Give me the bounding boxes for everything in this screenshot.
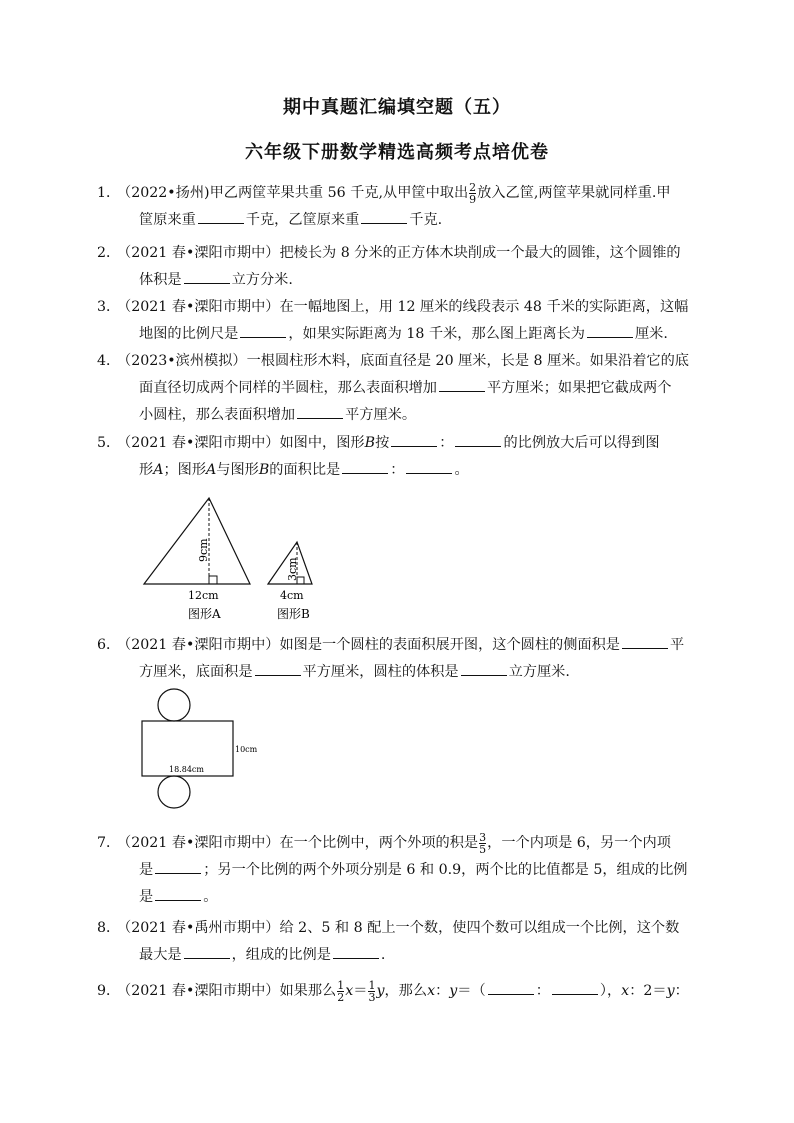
fraction: $\frac{1}{3}$ [368,978,376,1004]
answer-blank[interactable] [184,269,230,284]
triangle-b-height: 3cm [286,557,299,581]
answer-blank[interactable] [255,661,301,676]
bottom-base-circle [158,776,190,808]
triangle-a [144,498,250,621]
answer-blank[interactable] [297,404,343,419]
answer-blank[interactable] [391,432,437,447]
question-number: 5． [97,435,121,451]
answer-blank[interactable] [439,377,485,392]
question-2: 2． （2021 春•溧阳市期中）把棱长为 8 分米的正方体木块削成一个最大的圆锥，这个圆锥的 体积是 立方分米. [117,240,677,294]
question-number: 8． [97,920,121,936]
answer-blank[interactable] [155,886,201,901]
question-number: 4． [97,353,121,369]
page-title: 期中真题汇编填空题（五） [283,97,511,118]
answer-blank[interactable] [455,432,501,447]
cylinder-net-figure [135,688,275,814]
question-8: 8． （2021 春•禹州市期中）给 2、5 和 8 配上一个数，使四个数可以组成一个比例，这个数 最大是 ，组成的比例是 . [117,915,677,969]
question-7: 7． （2021 春•溧阳市期中）在一个比例中，两个外项的积是 $\frac{3}{5}$ ，一个内项是 6，另一个内项 是 ；另一个比例的两个外项分别是 6 和 0.9，两个比的比值都是 5，组成的比例 是 。 [97,830,688,905]
question-number: 6． [97,637,121,653]
question-number: 1． [97,185,121,201]
answer-blank[interactable] [587,323,633,338]
answer-blank[interactable] [406,459,452,474]
page-subtitle: 六年级下册数学精选高频考点培优卷 [245,142,549,163]
question-9: 9． （2021 春•溧阳市期中）如果那么 $\frac{1}{2}$ x＝ $\frac{1}{3}$ y，那么x：y＝（ ： ），x：2＝y： [97,978,689,1004]
question-5: 5． （2021 春•溧阳市期中）如图中，图形B按 ： 的比例放大后可以得到图 形A；图形A与图形B的面积比是 ： 。 [117,430,677,484]
answer-blank[interactable] [342,459,388,474]
top-base-circle [158,689,190,721]
triangle-b-label: 图形B [277,607,310,621]
triangle-b-base: 4cm [280,589,304,602]
answer-blank[interactable] [333,944,379,959]
question-1: 1． （2022•扬州)甲乙两筐苹果共重 56 千克,从甲筐中取出 $\frac{2}{9}$ 放入乙筐,两筐苹果就同样重.甲 筐原来重 千克，乙筐原来重 千克. [97,180,671,228]
triangle-a-base: 12cm [188,589,219,602]
triangle-a-height: 9cm [197,538,210,562]
fraction: $\frac{2}{9}$ [469,180,477,206]
rect-height-label: 10cm [235,745,258,754]
answer-blank[interactable] [488,980,534,995]
question-number: 9． [97,983,121,999]
answer-blank[interactable] [622,634,668,649]
answer-blank[interactable] [240,323,286,338]
question-number: 2． [97,245,121,261]
question-4: 4． （2023•滨州模拟）一根圆柱形木料，底面直径是 20 厘米，长是 8 厘米。如果沿着它的底 面直径切成两个同样的半圆柱，那么表面积增加 平方厘米；如果把它截成两个 小圆柱，那么表面积增加 平方厘米。 [117,348,677,429]
triangle-b [268,542,312,621]
question-number: 7． [97,835,121,851]
triangle-figures [130,492,350,627]
answer-blank[interactable] [198,209,244,224]
answer-blank[interactable] [552,980,598,995]
answer-blank[interactable] [184,944,230,959]
answer-blank[interactable] [155,859,201,874]
rect-width-label: 18.84cm [169,765,204,774]
answer-blank[interactable] [461,661,507,676]
question-number: 3． [97,299,121,315]
question-6: 6． （2021 春•溧阳市期中）如图是一个圆柱的表面积展开图，这个圆柱的侧面积是 平 方厘米，底面积是 平方厘米，圆柱的体积是 立方厘米. [117,632,677,686]
fraction: $\frac{3}{5}$ [479,830,487,856]
question-3: 3． （2021 春•溧阳市期中）在一幅地图上，用 12 厘米的线段表示 48 千米的实际距离，这幅 地图的比例尺是 ，如果实际距离为 18 千米，那么图上距离长为 厘米. [117,294,677,348]
answer-blank[interactable] [361,209,407,224]
triangle-a-label: 图形A [188,607,221,621]
fraction: $\frac{1}{2}$ [337,978,345,1004]
